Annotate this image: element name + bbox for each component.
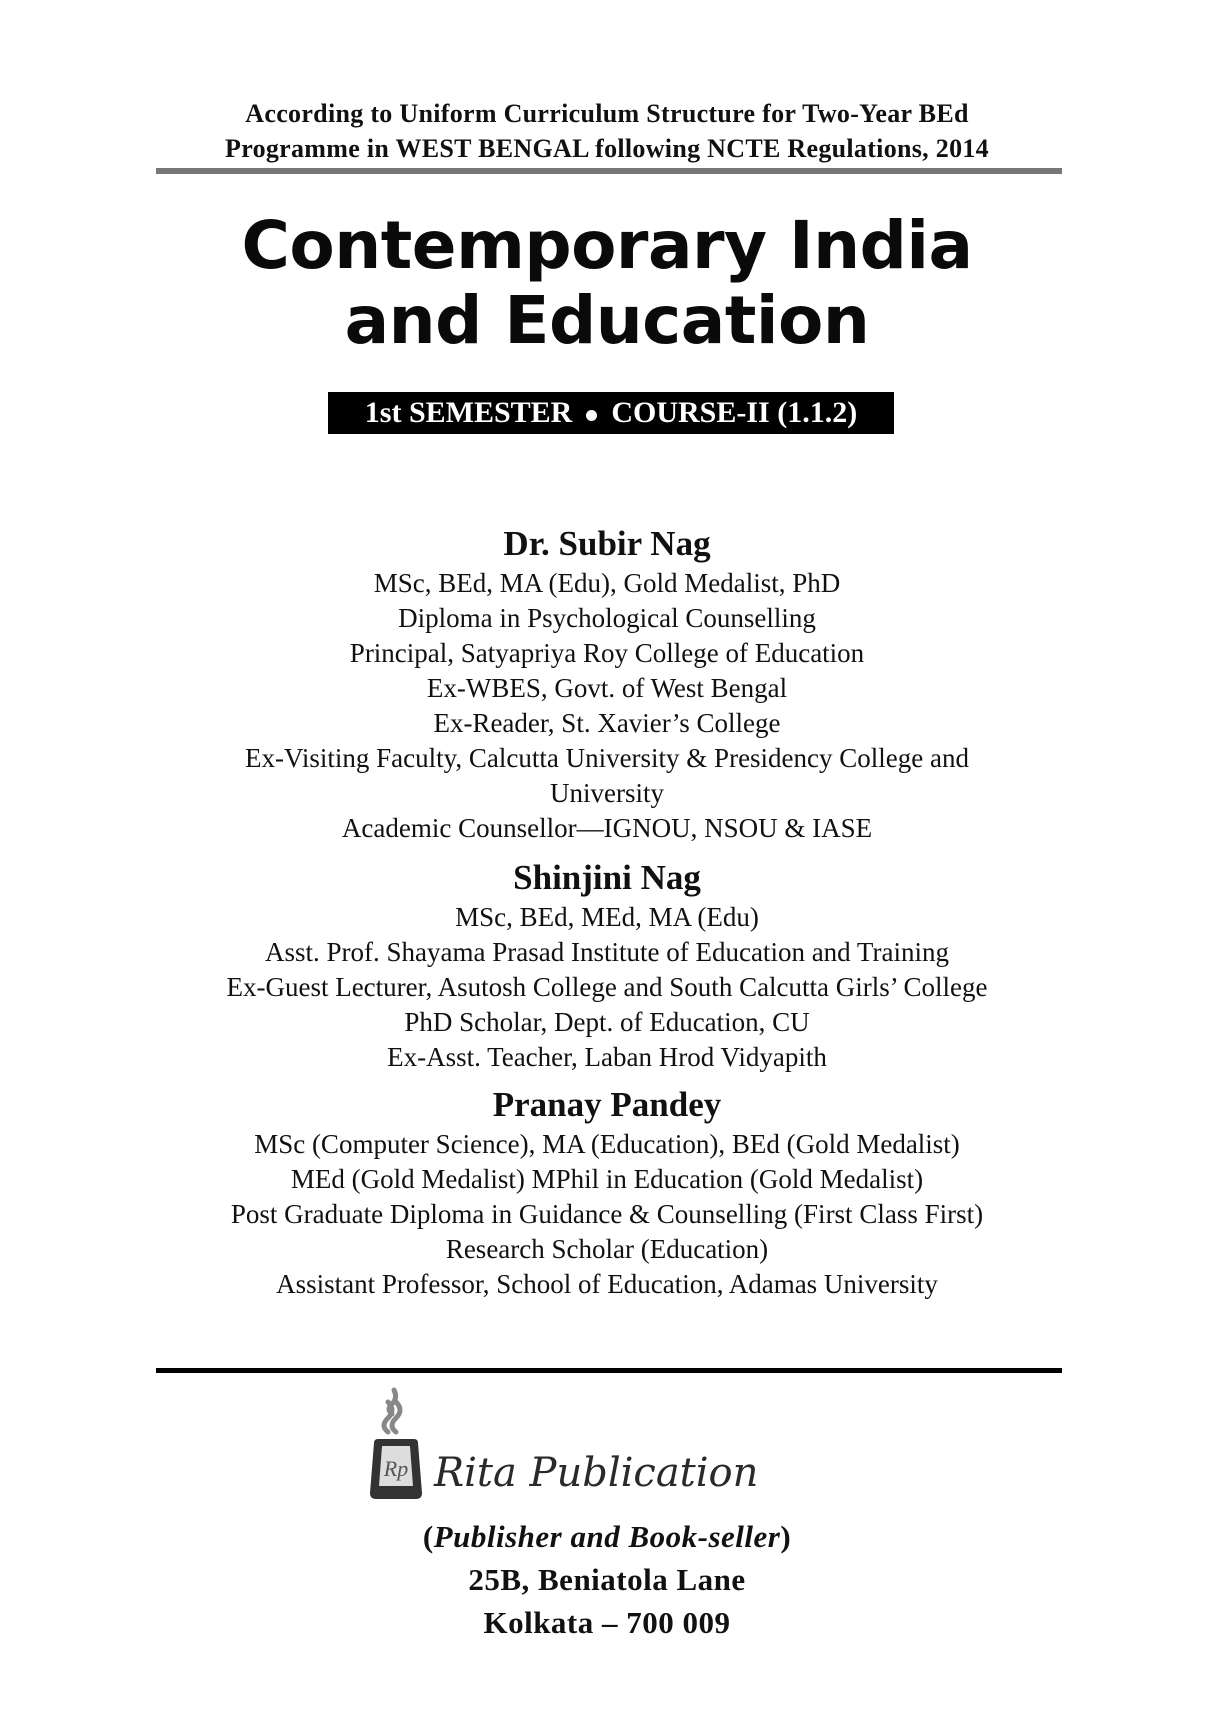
flame-icon xyxy=(384,1390,400,1432)
logo-monogram: Rp xyxy=(383,1456,409,1481)
author-detail: Ex-Asst. Teacher, Laban Hrod Vidyapith xyxy=(387,1042,827,1072)
curriculum-header xyxy=(0,96,1214,166)
address-line-2: Kolkata – 700 009 xyxy=(483,1605,731,1640)
author-block xyxy=(0,1083,1214,1302)
author-name: Shinjini Nag xyxy=(513,858,701,897)
address-line-1: 25B, Beniatola Lane xyxy=(468,1562,746,1597)
author-detail: University xyxy=(550,778,664,808)
book-title xyxy=(0,208,1214,358)
top-divider xyxy=(156,168,1062,174)
course-label: COURSE-II (1.1.2) xyxy=(611,396,858,429)
author-detail: Academic Counsellor—IGNOU, NSOU & IASE xyxy=(341,813,873,843)
author-detail: MSc (Computer Science), MA (Education), BEd (Gold Medalist) xyxy=(254,1129,960,1159)
author-detail: Ex-Reader, St. Xavier’s College xyxy=(433,708,781,738)
author-name: Dr. Subir Nag xyxy=(503,524,711,563)
author-detail: Ex-WBES, Govt. of West Bengal xyxy=(426,673,788,703)
title-line-1: Contemporary India xyxy=(241,207,973,284)
paren-open: ( xyxy=(422,1519,434,1554)
author-detail: Principal, Satyapriya Roy College of Education xyxy=(349,638,865,668)
publisher-info xyxy=(0,1515,1214,1644)
bottom-divider xyxy=(156,1368,1062,1373)
title-line-2: and Education xyxy=(344,282,870,359)
author-detail: Assistant Professor, School of Education, Adamas University xyxy=(276,1269,938,1299)
author-detail: Asst. Prof. Shayama Prasad Institute of Education and Training xyxy=(265,937,949,967)
author-detail: MSc, BEd, MEd, MA (Edu) xyxy=(455,902,759,932)
semester-badge xyxy=(328,392,894,434)
author-detail: PhD Scholar, Dept. of Education, CU xyxy=(404,1007,810,1037)
paren-close: ) xyxy=(780,1519,792,1554)
author-block xyxy=(0,856,1214,1075)
author-detail: MSc, BEd, MA (Edu), Gold Medalist, PhD xyxy=(373,568,841,598)
publisher-logo xyxy=(370,1384,790,1504)
logo-wordmark: Rita Publication xyxy=(434,1450,759,1496)
author-detail: Ex-Visiting Faculty, Calcutta University & Presidency College and xyxy=(245,743,969,773)
author-detail: Diploma in Psychological Counselling xyxy=(398,603,816,633)
tagline-text: Publisher and Book-seller xyxy=(433,1519,781,1554)
publisher-tagline xyxy=(0,1515,1214,1558)
author-block xyxy=(0,522,1214,846)
author-detail: MEd (Gold Medalist) MPhil in Education (Gold Medalist) xyxy=(290,1164,924,1194)
author-detail: Ex-Guest Lecturer, Asutosh College and South Calcutta Girls’ College xyxy=(226,972,988,1002)
author-detail: Research Scholar (Education) xyxy=(445,1234,769,1264)
semester-label: 1st SEMESTER xyxy=(364,396,573,429)
author-name: Pranay Pandey xyxy=(492,1085,722,1124)
header-line-2: Programme in WEST BENGAL following NCTE Regulations, 2014 xyxy=(225,134,989,163)
author-detail: Post Graduate Diploma in Guidance & Counselling (First Class First) xyxy=(230,1199,984,1229)
header-line-1: According to Uniform Curriculum Structure for Two-Year BEd xyxy=(245,99,969,128)
bullet-icon xyxy=(586,410,597,421)
